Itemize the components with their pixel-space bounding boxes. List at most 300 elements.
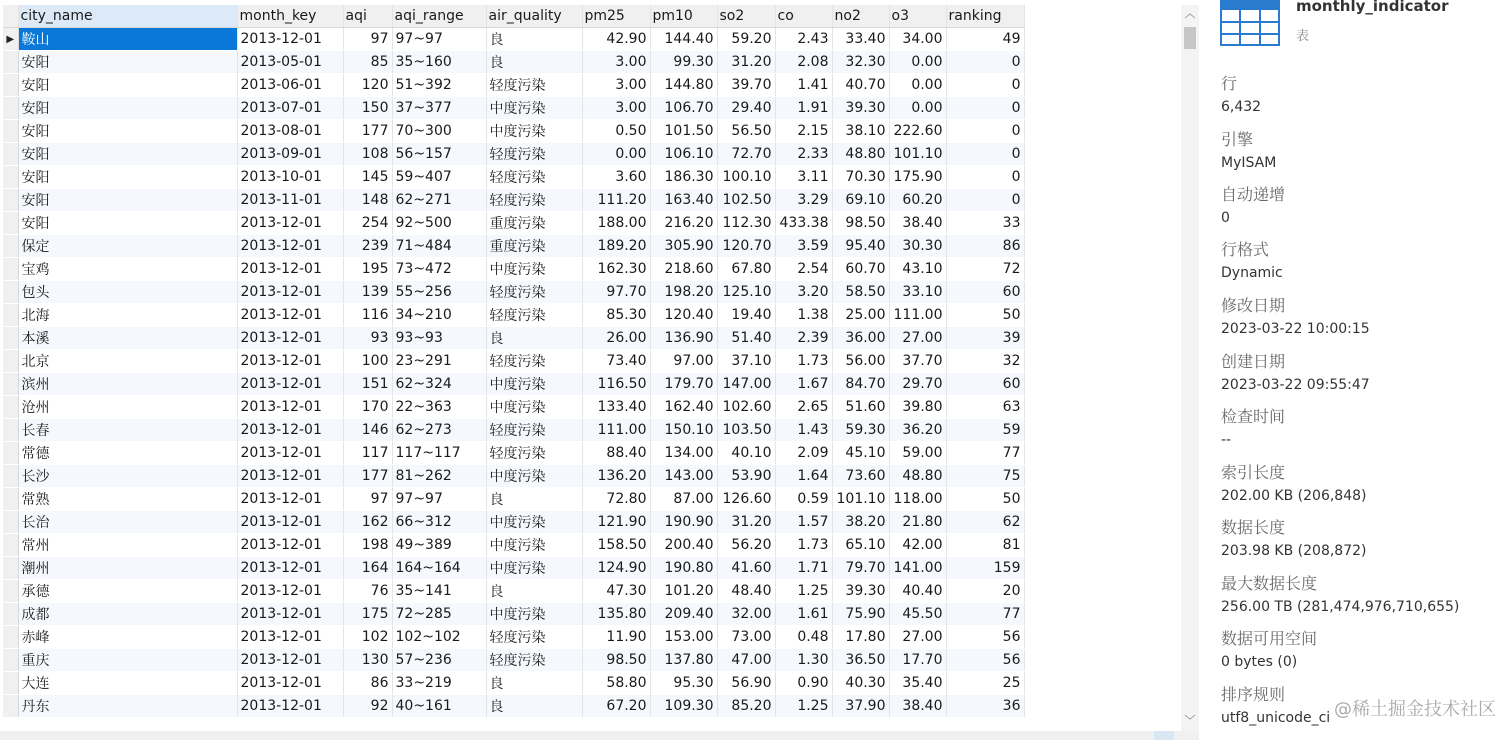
grid-cell-no2[interactable]: 33.40	[832, 28, 889, 51]
grid-cell-ranking[interactable]: 0	[946, 143, 1024, 166]
grid-cell-ranking[interactable]: 0	[946, 189, 1024, 212]
horizontal-scrollbar[interactable]	[0, 731, 1199, 740]
column-header-7[interactable]: so2	[717, 5, 775, 28]
grid-cell-aqi-range[interactable]: 55~256	[392, 281, 486, 304]
grid-cell-pm10[interactable]: 106.10	[650, 143, 717, 166]
grid-cell-air-quality[interactable]: 中度污染	[486, 97, 582, 120]
grid-cell-co[interactable]: 0.59	[775, 488, 832, 511]
grid-cell-city-name[interactable]: 保定	[18, 235, 237, 258]
grid-cell-ranking[interactable]: 25	[946, 672, 1024, 695]
grid-cell-pm10[interactable]: 144.40	[650, 28, 717, 51]
grid-cell-month-key[interactable]: 2013-12-01	[237, 419, 343, 442]
grid-cell-pm10[interactable]: 179.70	[650, 373, 717, 396]
table-row[interactable]	[3, 373, 1024, 396]
grid-cell-aqi-range[interactable]: 73~472	[392, 258, 486, 281]
grid-cell-month-key[interactable]: 2013-06-01	[237, 74, 343, 97]
grid-cell-aqi[interactable]: 120	[343, 74, 392, 97]
grid-cell-o3[interactable]: 30.30	[889, 235, 946, 258]
grid-cell-aqi[interactable]: 139	[343, 281, 392, 304]
grid-cell-city-name[interactable]: 安阳	[18, 143, 237, 166]
grid-cell-aqi-range[interactable]: 57~236	[392, 649, 486, 672]
grid-cell-aqi[interactable]: 145	[343, 166, 392, 189]
grid-cell-pm25[interactable]: 189.20	[582, 235, 650, 258]
grid-cell-pm10[interactable]: 87.00	[650, 488, 717, 511]
row-indicator[interactable]: ▶	[3, 28, 18, 51]
table-row[interactable]	[3, 557, 1024, 580]
grid-cell-city-name[interactable]: 常德	[18, 442, 237, 465]
table-row[interactable]	[3, 235, 1024, 258]
grid-cell-pm25[interactable]: 58.80	[582, 672, 650, 695]
vertical-scrollbar[interactable]	[1181, 5, 1199, 731]
row-indicator[interactable]	[3, 212, 18, 235]
grid-cell-co[interactable]: 1.43	[775, 419, 832, 442]
grid-cell-aqi[interactable]: 150	[343, 97, 392, 120]
row-indicator[interactable]	[3, 51, 18, 74]
grid-cell-so2[interactable]: 31.20	[717, 511, 775, 534]
grid-cell-month-key[interactable]: 2013-12-01	[237, 695, 343, 718]
table-row[interactable]	[3, 304, 1024, 327]
grid-cell-air-quality[interactable]: 轻度污染	[486, 649, 582, 672]
grid-cell-no2[interactable]: 25.00	[832, 304, 889, 327]
grid-cell-pm25[interactable]: 98.50	[582, 649, 650, 672]
grid-cell-city-name[interactable]: 长治	[18, 511, 237, 534]
grid-cell-aqi-range[interactable]: 40~161	[392, 695, 486, 718]
grid-cell-no2[interactable]: 58.50	[832, 281, 889, 304]
grid-cell-ranking[interactable]: 50	[946, 304, 1024, 327]
grid-cell-month-key[interactable]: 2013-12-01	[237, 626, 343, 649]
grid-cell-aqi[interactable]: 97	[343, 488, 392, 511]
grid-cell-co[interactable]: 3.59	[775, 235, 832, 258]
row-indicator[interactable]	[3, 120, 18, 143]
grid-cell-month-key[interactable]: 2013-12-01	[237, 258, 343, 281]
row-indicator[interactable]	[3, 488, 18, 511]
grid-cell-city-name[interactable]: 长春	[18, 419, 237, 442]
grid-cell-o3[interactable]: 45.50	[889, 603, 946, 626]
grid-cell-month-key[interactable]: 2013-11-01	[237, 189, 343, 212]
row-indicator[interactable]	[3, 327, 18, 350]
grid-cell-ranking[interactable]: 159	[946, 557, 1024, 580]
grid-cell-o3[interactable]: 21.80	[889, 511, 946, 534]
grid-cell-ranking[interactable]: 56	[946, 626, 1024, 649]
column-header-3[interactable]: aqi_range	[392, 5, 486, 28]
grid-cell-o3[interactable]: 27.00	[889, 327, 946, 350]
grid-cell-co[interactable]: 2.39	[775, 327, 832, 350]
grid-cell-aqi[interactable]: 177	[343, 465, 392, 488]
grid-cell-no2[interactable]: 95.40	[832, 235, 889, 258]
grid-cell-aqi-range[interactable]: 62~273	[392, 419, 486, 442]
grid-cell-so2[interactable]: 40.10	[717, 442, 775, 465]
grid-cell-aqi[interactable]: 239	[343, 235, 392, 258]
grid-cell-pm25[interactable]: 3.00	[582, 74, 650, 97]
table-row[interactable]	[3, 120, 1024, 143]
row-indicator[interactable]	[3, 419, 18, 442]
table-row[interactable]	[3, 695, 1024, 718]
grid-cell-month-key[interactable]: 2013-12-01	[237, 28, 343, 51]
grid-cell-air-quality[interactable]: 轻度污染	[486, 304, 582, 327]
grid-cell-pm25[interactable]: 26.00	[582, 327, 650, 350]
grid-cell-city-name[interactable]: 滨州	[18, 373, 237, 396]
grid-cell-so2[interactable]: 41.60	[717, 557, 775, 580]
grid-cell-aqi-range[interactable]: 66~312	[392, 511, 486, 534]
grid-cell-air-quality[interactable]: 轻度污染	[486, 626, 582, 649]
table-row[interactable]	[3, 258, 1024, 281]
grid-cell-so2[interactable]: 48.40	[717, 580, 775, 603]
scroll-up-icon[interactable]: ︿	[1184, 7, 1196, 20]
grid-cell-air-quality[interactable]: 轻度污染	[486, 442, 582, 465]
table-row[interactable]	[3, 396, 1024, 419]
grid-cell-no2[interactable]: 38.20	[832, 511, 889, 534]
grid-cell-no2[interactable]: 40.30	[832, 672, 889, 695]
grid-cell-aqi[interactable]: 117	[343, 442, 392, 465]
grid-cell-co[interactable]: 2.08	[775, 51, 832, 74]
row-indicator[interactable]	[3, 235, 18, 258]
grid-cell-so2[interactable]: 112.30	[717, 212, 775, 235]
grid-cell-city-name[interactable]: 潮州	[18, 557, 237, 580]
grid-cell-co[interactable]: 1.73	[775, 534, 832, 557]
grid-cell-air-quality[interactable]: 轻度污染	[486, 143, 582, 166]
grid-cell-ranking[interactable]: 0	[946, 97, 1024, 120]
column-header-2[interactable]: aqi	[343, 5, 392, 28]
grid-cell-pm10[interactable]: 144.80	[650, 74, 717, 97]
grid-cell-pm10[interactable]: 136.90	[650, 327, 717, 350]
grid-cell-so2[interactable]: 72.70	[717, 143, 775, 166]
grid-cell-no2[interactable]: 39.30	[832, 97, 889, 120]
grid-cell-aqi-range[interactable]: 33~219	[392, 672, 486, 695]
grid-cell-month-key[interactable]: 2013-08-01	[237, 120, 343, 143]
grid-cell-pm25[interactable]: 97.70	[582, 281, 650, 304]
grid-cell-pm10[interactable]: 101.50	[650, 120, 717, 143]
grid-cell-aqi[interactable]: 76	[343, 580, 392, 603]
grid-cell-pm25[interactable]: 3.00	[582, 51, 650, 74]
grid-cell-no2[interactable]: 40.70	[832, 74, 889, 97]
grid-cell-pm25[interactable]: 88.40	[582, 442, 650, 465]
grid-cell-so2[interactable]: 103.50	[717, 419, 775, 442]
grid-cell-no2[interactable]: 45.10	[832, 442, 889, 465]
row-indicator[interactable]	[3, 511, 18, 534]
grid-cell-aqi[interactable]: 177	[343, 120, 392, 143]
grid-cell-city-name[interactable]: 常州	[18, 534, 237, 557]
grid-cell-air-quality[interactable]: 轻度污染	[486, 166, 582, 189]
table-row[interactable]	[3, 626, 1024, 649]
grid-cell-co[interactable]: 3.20	[775, 281, 832, 304]
table-row[interactable]	[3, 212, 1024, 235]
grid-cell-o3[interactable]: 0.00	[889, 97, 946, 120]
row-indicator[interactable]	[3, 189, 18, 212]
grid-cell-air-quality[interactable]: 轻度污染	[486, 419, 582, 442]
grid-cell-ranking[interactable]: 60	[946, 281, 1024, 304]
grid-cell-air-quality[interactable]: 良	[486, 695, 582, 718]
grid-cell-co[interactable]: 0.90	[775, 672, 832, 695]
grid-cell-so2[interactable]: 56.20	[717, 534, 775, 557]
grid-cell-pm25[interactable]: 158.50	[582, 534, 650, 557]
table-row[interactable]	[3, 419, 1024, 442]
row-indicator[interactable]	[3, 74, 18, 97]
table-row[interactable]	[3, 649, 1024, 672]
grid-cell-aqi-range[interactable]: 92~500	[392, 212, 486, 235]
grid-cell-aqi[interactable]: 102	[343, 626, 392, 649]
grid-cell-o3[interactable]: 48.80	[889, 465, 946, 488]
row-indicator[interactable]	[3, 465, 18, 488]
row-indicator[interactable]	[3, 603, 18, 626]
grid-cell-month-key[interactable]: 2013-05-01	[237, 51, 343, 74]
grid-cell-aqi-range[interactable]: 97~97	[392, 28, 486, 51]
grid-cell-o3[interactable]: 27.00	[889, 626, 946, 649]
grid-cell-pm25[interactable]: 0.00	[582, 143, 650, 166]
grid-cell-pm25[interactable]: 124.90	[582, 557, 650, 580]
grid-cell-o3[interactable]: 17.70	[889, 649, 946, 672]
grid-cell-ranking[interactable]: 33	[946, 212, 1024, 235]
grid-cell-pm25[interactable]: 111.20	[582, 189, 650, 212]
grid-cell-ranking[interactable]: 77	[946, 603, 1024, 626]
grid-cell-so2[interactable]: 73.00	[717, 626, 775, 649]
grid-cell-city-name[interactable]: 安阳	[18, 189, 237, 212]
grid-cell-city-name[interactable]: 本溪	[18, 327, 237, 350]
table-row[interactable]	[3, 143, 1024, 166]
grid-cell-pm10[interactable]: 198.20	[650, 281, 717, 304]
grid-cell-pm25[interactable]: 135.80	[582, 603, 650, 626]
table-row[interactable]	[3, 488, 1024, 511]
row-indicator[interactable]	[3, 258, 18, 281]
grid-cell-no2[interactable]: 48.80	[832, 143, 889, 166]
grid-cell-no2[interactable]: 37.90	[832, 695, 889, 718]
grid-cell-aqi[interactable]: 100	[343, 350, 392, 373]
grid-cell-so2[interactable]: 47.00	[717, 649, 775, 672]
grid-cell-city-name[interactable]: 宝鸡	[18, 258, 237, 281]
row-indicator[interactable]	[3, 672, 18, 695]
grid-cell-aqi-range[interactable]: 56~157	[392, 143, 486, 166]
grid-cell-pm10[interactable]: 209.40	[650, 603, 717, 626]
grid-cell-pm10[interactable]: 163.40	[650, 189, 717, 212]
grid-cell-co[interactable]: 1.25	[775, 580, 832, 603]
grid-cell-air-quality[interactable]: 重度污染	[486, 235, 582, 258]
row-indicator[interactable]	[3, 557, 18, 580]
grid-cell-pm25[interactable]: 11.90	[582, 626, 650, 649]
grid-cell-o3[interactable]: 38.40	[889, 212, 946, 235]
grid-cell-so2[interactable]: 29.40	[717, 97, 775, 120]
grid-cell-pm25[interactable]: 42.90	[582, 28, 650, 51]
grid-cell-air-quality[interactable]: 良	[486, 580, 582, 603]
table-row[interactable]	[3, 166, 1024, 189]
grid-cell-no2[interactable]: 84.70	[832, 373, 889, 396]
grid-cell-o3[interactable]: 111.00	[889, 304, 946, 327]
table-row[interactable]	[3, 281, 1024, 304]
row-indicator[interactable]	[3, 97, 18, 120]
column-header-10[interactable]: o3	[889, 5, 946, 28]
grid-cell-aqi[interactable]: 175	[343, 603, 392, 626]
grid-cell-air-quality[interactable]: 轻度污染	[486, 189, 582, 212]
grid-cell-no2[interactable]: 36.50	[832, 649, 889, 672]
column-header-6[interactable]: pm10	[650, 5, 717, 28]
grid-cell-ranking[interactable]: 0	[946, 51, 1024, 74]
grid-cell-so2[interactable]: 102.60	[717, 396, 775, 419]
grid-cell-month-key[interactable]: 2013-12-01	[237, 373, 343, 396]
grid-cell-no2[interactable]: 65.10	[832, 534, 889, 557]
table-row[interactable]	[3, 189, 1024, 212]
grid-cell-no2[interactable]: 59.30	[832, 419, 889, 442]
grid-cell-o3[interactable]: 141.00	[889, 557, 946, 580]
grid-cell-city-name[interactable]: 重庆	[18, 649, 237, 672]
grid-cell-pm10[interactable]: 99.30	[650, 51, 717, 74]
grid-cell-pm10[interactable]: 153.00	[650, 626, 717, 649]
grid-cell-pm10[interactable]: 200.40	[650, 534, 717, 557]
grid-cell-pm10[interactable]: 143.00	[650, 465, 717, 488]
grid-cell-o3[interactable]: 43.10	[889, 258, 946, 281]
grid-cell-so2[interactable]: 67.80	[717, 258, 775, 281]
grid-cell-co[interactable]: 2.65	[775, 396, 832, 419]
grid-cell-co[interactable]: 1.41	[775, 74, 832, 97]
table-row[interactable]	[3, 74, 1024, 97]
grid-cell-pm10[interactable]: 162.40	[650, 396, 717, 419]
grid-cell-aqi[interactable]: 162	[343, 511, 392, 534]
grid-cell-o3[interactable]: 33.10	[889, 281, 946, 304]
grid-cell-pm10[interactable]: 216.20	[650, 212, 717, 235]
grid-cell-no2[interactable]: 69.10	[832, 189, 889, 212]
grid-cell-air-quality[interactable]: 中度污染	[486, 258, 582, 281]
grid-cell-pm25[interactable]: 162.30	[582, 258, 650, 281]
grid-cell-no2[interactable]: 56.00	[832, 350, 889, 373]
table-row[interactable]	[3, 51, 1024, 74]
grid-cell-no2[interactable]: 79.70	[832, 557, 889, 580]
grid-cell-co[interactable]: 1.25	[775, 695, 832, 718]
grid-cell-month-key[interactable]: 2013-12-01	[237, 442, 343, 465]
grid-cell-air-quality[interactable]: 良	[486, 51, 582, 74]
table-row[interactable]	[3, 442, 1024, 465]
grid-cell-pm25[interactable]: 0.50	[582, 120, 650, 143]
table-row[interactable]	[3, 327, 1024, 350]
grid-cell-month-key[interactable]: 2013-12-01	[237, 672, 343, 695]
grid-cell-aqi-range[interactable]: 49~389	[392, 534, 486, 557]
grid-cell-month-key[interactable]: 2013-12-01	[237, 350, 343, 373]
grid-cell-city-name[interactable]: 赤峰	[18, 626, 237, 649]
grid-cell-aqi[interactable]: 164	[343, 557, 392, 580]
grid-cell-ranking[interactable]: 81	[946, 534, 1024, 557]
grid-cell-ranking[interactable]: 60	[946, 373, 1024, 396]
grid-cell-ranking[interactable]: 32	[946, 350, 1024, 373]
grid-cell-pm25[interactable]: 188.00	[582, 212, 650, 235]
grid-cell-ranking[interactable]: 77	[946, 442, 1024, 465]
grid-cell-month-key[interactable]: 2013-12-01	[237, 511, 343, 534]
grid-cell-aqi[interactable]: 254	[343, 212, 392, 235]
grid-cell-aqi-range[interactable]: 22~363	[392, 396, 486, 419]
grid-cell-month-key[interactable]: 2013-12-01	[237, 327, 343, 350]
grid-cell-no2[interactable]: 70.30	[832, 166, 889, 189]
grid-cell-co[interactable]: 0.48	[775, 626, 832, 649]
grid-cell-pm10[interactable]: 106.70	[650, 97, 717, 120]
grid-cell-ranking[interactable]: 63	[946, 396, 1024, 419]
grid-cell-pm25[interactable]: 136.20	[582, 465, 650, 488]
grid-cell-so2[interactable]: 56.90	[717, 672, 775, 695]
grid-cell-aqi[interactable]: 86	[343, 672, 392, 695]
grid-cell-ranking[interactable]: 56	[946, 649, 1024, 672]
grid-cell-o3[interactable]: 39.80	[889, 396, 946, 419]
grid-cell-so2[interactable]: 37.10	[717, 350, 775, 373]
grid-cell-co[interactable]: 1.38	[775, 304, 832, 327]
grid-cell-co[interactable]: 2.43	[775, 28, 832, 51]
column-header-11[interactable]: ranking	[946, 5, 1024, 28]
grid-cell-air-quality[interactable]: 中度污染	[486, 396, 582, 419]
grid-cell-aqi[interactable]: 116	[343, 304, 392, 327]
grid-cell-pm25[interactable]: 3.00	[582, 97, 650, 120]
grid-cell-city-name[interactable]: 安阳	[18, 166, 237, 189]
grid-cell-ranking[interactable]: 36	[946, 695, 1024, 718]
grid-cell-month-key[interactable]: 2013-12-01	[237, 396, 343, 419]
grid-cell-aqi-range[interactable]: 164~164	[392, 557, 486, 580]
grid-cell-co[interactable]: 2.15	[775, 120, 832, 143]
grid-cell-so2[interactable]: 31.20	[717, 51, 775, 74]
grid-cell-co[interactable]: 1.73	[775, 350, 832, 373]
grid-cell-pm10[interactable]: 186.30	[650, 166, 717, 189]
column-header-4[interactable]: air_quality	[486, 5, 582, 28]
table-row[interactable]	[3, 580, 1024, 603]
grid-cell-city-name[interactable]: 成都	[18, 603, 237, 626]
grid-cell-no2[interactable]: 73.60	[832, 465, 889, 488]
grid-cell-month-key[interactable]: 2013-12-01	[237, 304, 343, 327]
grid-cell-air-quality[interactable]: 良	[486, 327, 582, 350]
grid-cell-pm10[interactable]: 95.30	[650, 672, 717, 695]
grid-cell-co[interactable]: 1.30	[775, 649, 832, 672]
grid-cell-aqi-range[interactable]: 35~141	[392, 580, 486, 603]
grid-cell-pm10[interactable]: 150.10	[650, 419, 717, 442]
grid-cell-month-key[interactable]: 2013-12-01	[237, 603, 343, 626]
grid-cell-city-name[interactable]: 包头	[18, 281, 237, 304]
grid-cell-aqi-range[interactable]: 51~392	[392, 74, 486, 97]
grid-cell-aqi[interactable]: 108	[343, 143, 392, 166]
grid-cell-no2[interactable]: 101.10	[832, 488, 889, 511]
grid-cell-air-quality[interactable]: 中度污染	[486, 603, 582, 626]
grid-cell-so2[interactable]: 102.50	[717, 189, 775, 212]
grid-cell-ranking[interactable]: 49	[946, 28, 1024, 51]
grid-cell-aqi-range[interactable]: 102~102	[392, 626, 486, 649]
grid-cell-no2[interactable]: 32.30	[832, 51, 889, 74]
column-header-0[interactable]: city_name	[18, 5, 237, 28]
grid-cell-aqi-range[interactable]: 71~484	[392, 235, 486, 258]
grid-cell-aqi[interactable]: 85	[343, 51, 392, 74]
grid-cell-city-name[interactable]: 承德	[18, 580, 237, 603]
scroll-down-icon[interactable]: ﹀	[1184, 714, 1196, 727]
table-row[interactable]	[3, 465, 1024, 488]
grid-cell-month-key[interactable]: 2013-12-01	[237, 534, 343, 557]
grid-cell-no2[interactable]: 75.90	[832, 603, 889, 626]
grid-cell-so2[interactable]: 19.40	[717, 304, 775, 327]
grid-cell-aqi[interactable]: 170	[343, 396, 392, 419]
grid-cell-aqi[interactable]: 130	[343, 649, 392, 672]
row-indicator[interactable]	[3, 396, 18, 419]
grid-cell-pm25[interactable]: 72.80	[582, 488, 650, 511]
grid-cell-pm25[interactable]: 133.40	[582, 396, 650, 419]
row-indicator[interactable]	[3, 304, 18, 327]
grid-cell-pm25[interactable]: 73.40	[582, 350, 650, 373]
grid-cell-air-quality[interactable]: 中度污染	[486, 120, 582, 143]
grid-cell-air-quality[interactable]: 良	[486, 488, 582, 511]
grid-cell-month-key[interactable]: 2013-12-01	[237, 235, 343, 258]
grid-cell-o3[interactable]: 38.40	[889, 695, 946, 718]
grid-cell-air-quality[interactable]: 中度污染	[486, 373, 582, 396]
grid-cell-aqi-range[interactable]: 97~97	[392, 488, 486, 511]
grid-cell-o3[interactable]: 29.70	[889, 373, 946, 396]
grid-cell-pm10[interactable]: 134.00	[650, 442, 717, 465]
grid-cell-pm10[interactable]: 137.80	[650, 649, 717, 672]
grid-cell-pm25[interactable]: 85.30	[582, 304, 650, 327]
grid-cell-ranking[interactable]: 59	[946, 419, 1024, 442]
grid-cell-city-name[interactable]: 常熟	[18, 488, 237, 511]
grid-cell-month-key[interactable]: 2013-12-01	[237, 557, 343, 580]
table-row[interactable]	[3, 350, 1024, 373]
grid-cell-city-name[interactable]: 安阳	[18, 74, 237, 97]
grid-cell-so2[interactable]: 32.00	[717, 603, 775, 626]
grid-cell-month-key[interactable]: 2013-07-01	[237, 97, 343, 120]
grid-cell-pm25[interactable]: 67.20	[582, 695, 650, 718]
grid-cell-so2[interactable]: 39.70	[717, 74, 775, 97]
